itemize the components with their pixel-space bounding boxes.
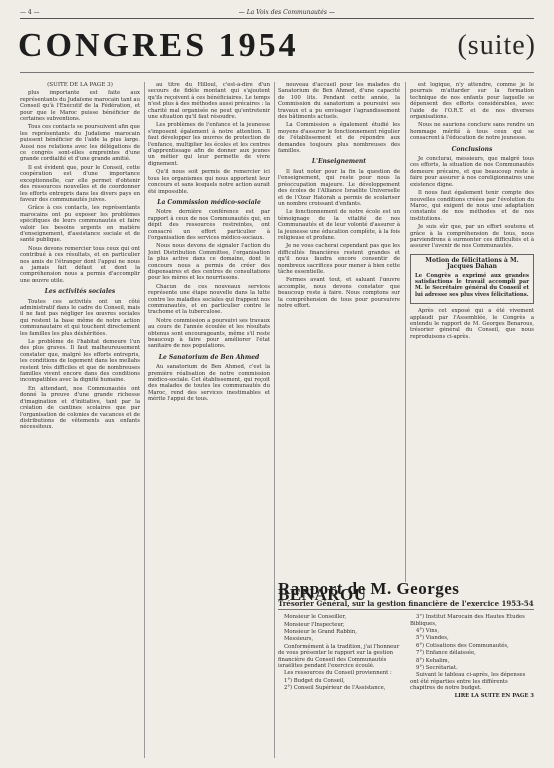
headline-suite: (suite) bbox=[457, 30, 536, 61]
paragraph: Chacun de ces nouveaux services représente une étape nouvelle dans la lutte contre les maladies sociales qui frappent nos communautés, et en particulier contre le trachome et la tuberculose. bbox=[148, 283, 270, 316]
section-heading: Les activités sociales bbox=[44, 288, 116, 296]
paragraph: nouveau d'accueil pour les malades du Sanatorium de Ben Ahmed, d'une capacité de 100 lits. Pendant cette année, la Commission du sanatorium a poursuivi ses travaux et a pu envisager l'agrandissement des bâtiments actuels. bbox=[278, 82, 400, 121]
continued-from: (SUITE DE LA PAGE 3) bbox=[47, 82, 113, 88]
top-header bbox=[20, 6, 534, 19]
paragraph: Le problème de l'habitat demeure l'un des plus graves. Il faut malheureusement constater que, malgré les efforts entrepris, les conditions de logement dans les mellahs restent très difficiles et que de nombreuses familles vivent encore dans des conditions incompatibles avec la dignité humaine. bbox=[20, 339, 140, 384]
rapport-article bbox=[278, 579, 534, 762]
rapport-column-left bbox=[278, 614, 402, 700]
column-divider bbox=[274, 82, 275, 758]
paragraph: Il faut noter pour la fin la question de l'enseignement, qui reste pour nous la préoccupation majeure. Le développement des écoles de l'Alliance Israélite Universelle et de l'Ozar Hatorah a permis de scolariser un nombre croissant d'enfants. bbox=[278, 168, 400, 207]
paragraph: 4°) Vins, bbox=[416, 628, 440, 635]
paragraph: 8°) Kehalim, bbox=[416, 657, 450, 664]
paragraph: Monsieur le Grand Rabbin, bbox=[284, 629, 357, 636]
article-column-1 bbox=[20, 82, 140, 758]
motion-text: Le Congrès a exprimé aux grandes satisfactions le travail accompli par M. le Secrétaire général du Conseil et lui adresse ses plus vives félicitations. bbox=[415, 272, 529, 298]
paragraph: Nous devons remercier tous ceux qui ont contribué à ces résultats, et en particulier nos amis de l'étranger dont l'appui ne nous a jamais fait défaut et dont la compréhension nous a permis d'accomplir une œuvre utile. bbox=[20, 245, 140, 284]
paragraph: 9°) Secrétariat. bbox=[416, 665, 458, 672]
paragraph: Fermes avant tout, et saluant l'œuvre accomplie, nous devons constater que beaucoup reste à faire. Nous comptons sur la compréhension de tous pour poursuivre notre effort. bbox=[278, 277, 400, 309]
paragraph: Les problèmes de l'enfance et la jeunesse s'imposent également à notre attention. Il faut développer les œuvres de protection de l'enfance, multiplier les écoles et les centres d'apprentissage afin de donner aux jeunes un métier qui leur permette de vivre dignement. bbox=[148, 122, 270, 167]
paragraph: Notre commission a poursuivi ses travaux au cours de l'année écoulée et les résultats obtenus sont encourageants, même s'il reste beaucoup à faire pour améliorer l'état sanitaire de nos populations. bbox=[148, 317, 270, 350]
paragraph: Je conclurai, messieurs, que malgré tous ces efforts, la situation de nos Communautés demeure précaire, et que beaucoup reste à faire pour assurer à nos coreligionnaires une existence digne. bbox=[410, 156, 534, 188]
paragraph: Toutes ces activités ont un côté administratif dans le cadre du Conseil, mais il ne faut pas négliger les œuvres sociales qui restent la base même de notre action communautaire et qui touchent directement les familles les plus déshéritées. bbox=[20, 298, 140, 337]
section-heading: L'Enseignement bbox=[311, 158, 367, 166]
motion-box bbox=[410, 254, 534, 304]
paragraph: plus importante est faite aux représentants du Judaïsme marocain tant au Conseil qu'à l'Exécutif de la Fédération, et pour que le Maroc puisse bénéficier de certaines subventions. bbox=[20, 90, 140, 123]
rapport-column-right bbox=[410, 614, 534, 700]
paragraph: Je ne vous cacherai cependant pas que les difficultés financières restent grandes et qu'il nous faudra encore consentir de nombreux sacrifices pour mener à bien cette tâche essentielle. bbox=[278, 243, 400, 275]
paragraph: Je suis sûr que, par un effort soutenu et grâce à la compréhension de tous, nous parviendrons à surmonter ces difficultés et à assurer l'avenir de nos Communautés. bbox=[410, 224, 534, 250]
paragraph: Tous ces contacts se poursuivent afin que les représentants du Judaïsme marocain puissent bénéficier de l'aide la plus large. Aussi nos relations avec les délégations de ce congrès sont-elles empreintes d'une grande cordialité et d'une grande amitié. bbox=[20, 124, 140, 163]
paragraph: Grâce à ces contacts, les représentants marocains ont pu exposer les problèmes spécifiques de leurs communautés et faire valoir les besoins urgents en matière d'enseignement, d'assistance sociale et de santé publique. bbox=[20, 205, 140, 244]
headline-rule bbox=[20, 72, 534, 73]
paragraph: Nous nous devons de signaler l'action du Joint Distribution Committee, l'organisation la plus active dans ce domaine, dont le concours nous a permis de créer des dispensaires et des centres de consultations pour les mères et les nourrissons. bbox=[148, 243, 270, 282]
paragraph: Suivant le tableau ci-après, les dépenses ont été réparties entre les différents chapitres de notre budget. bbox=[410, 672, 526, 692]
page-number: — 4 — bbox=[20, 8, 40, 16]
section-heading: La Commission médico-sociale bbox=[157, 198, 261, 206]
headline-banner bbox=[18, 26, 536, 66]
section-heading: Conclusions bbox=[451, 145, 493, 153]
paragraph: au titre du Hilloul, c'est-à-dire d'un secours de fidèle montant qui s'ajoutent qu'ils reçoivent à ces bénéficiaires. Le temps n'est plus à des méthodes aussi précaires : la charité mal organisée ne peut qu'entretenir une situation qu'il faut résoudre. bbox=[148, 82, 270, 121]
article-column-3 bbox=[278, 82, 400, 582]
paragraph: 5°) Viandes, bbox=[416, 635, 449, 642]
paragraph: Les ressources du Conseil proviennent : bbox=[284, 670, 392, 677]
paragraph: Qu'il nous soit permis de remercier ici tous les organismes qui nous apportent leur concours et sans lesquels notre action aurait été impossible. bbox=[148, 169, 270, 195]
paragraph: est logique, n'y attendre, comme je le pourrais m'attarder sur la formation technique de nos enfants pour laquelle se dépensent des efforts considérables, avec l'aide de l'O.R.T. et de nos diverses organisations. bbox=[410, 82, 534, 121]
section-heading: Le Sanatorium de Ben Ahmed bbox=[158, 353, 260, 361]
paragraph: Il nous faut également tenir compte des nouvelles conditions créées par l'évolution du Maroc, qui exigent de nous une adaptation constante de nos méthodes et de nos institutions. bbox=[410, 190, 534, 222]
article-column-2 bbox=[148, 82, 270, 758]
column-divider bbox=[144, 82, 145, 758]
headline-title: CONGRES 1954 bbox=[18, 27, 299, 64]
column-divider bbox=[405, 82, 406, 582]
rapport-subtitle: Trésorier Général, sur la gestion financière de l'exercice 1953-54 bbox=[278, 601, 534, 610]
paragraph: Monsieur l'Inspecteur, bbox=[284, 621, 345, 628]
paragraph: Le fonctionnement de notre école est un témoignage de la vitalité de nos Communautés et de leur volonté d'assurer à la jeunesse une éducation complète, à la fois religieuse et profane. bbox=[278, 209, 400, 241]
paragraph: Messieurs, bbox=[284, 636, 314, 643]
paragraph: 6°) Cotisations des Communautés, bbox=[416, 642, 509, 649]
paragraph: Après cet exposé qui a été vivement applaudi par l'Assemblée, le Congrès a entendu le rapport de M. Georges Benarous, trésorier général du Conseil, que nous reproduisons ci-après. bbox=[410, 308, 534, 340]
paragraph: Conformément à la tradition, j'ai l'honneur de vous présenter le rapport sur la gestion financière du Conseil des Communautés israélites pendant l'exercice écoulé. bbox=[278, 643, 400, 670]
publication-name: — La Voix des Communautés — bbox=[238, 8, 335, 16]
paragraph: Au sanatorium de Ben Ahmed, c'est la première réalisation de notre commission médico-sociale. Cet établissement, qui reçoit des malades de toutes les communautés du Maroc, rend des services inestimables et mérite l'appui de tous. bbox=[148, 364, 270, 403]
paragraph: 1°) Budget du Conseil, bbox=[284, 677, 345, 684]
paragraph: Monsieur le Conseiller, bbox=[284, 614, 347, 621]
paragraph: 2°) Conseil Supérieur de l'Assistance, bbox=[284, 685, 386, 692]
article-column-4 bbox=[410, 82, 534, 582]
paragraph: La Commission a également étudié les moyens d'assurer le fonctionnement régulier de l'établissement et de répondre aux demandes toujours plus nombreuses des familles. bbox=[278, 122, 400, 155]
paragraph: Nous ne saurions conclure sans rendre un hommage mérité à tous ceux qui se consacrent à l'éducation de notre jeunesse. bbox=[410, 122, 534, 142]
paragraph: 7°) Enfance délaissée, bbox=[416, 650, 476, 657]
paragraph: En attendant, nos Communautés ont donné la preuve d'une grande richesse d'imagination et d'initiative, tant par la création de cantines scolaires que par l'organisation de colonies de vacances et de distributions de vêtements aux enfants nécessiteux. bbox=[20, 385, 140, 431]
motion-title: Motion de félicitations à M. Jacques Dahan bbox=[425, 256, 519, 271]
paragraph: Notre dernière conférence est par rapport à ceux de nos Communautés qui, en dépit des ressources restreintes, ont consacré un effort particulier à l'organisation des services médico-sociaux. bbox=[148, 209, 270, 241]
rapport-title: Rapport de M. Georges BENAROU bbox=[278, 579, 460, 605]
paragraph: Il est évident que, pour le Conseil, cette coopération est d'une importance exceptionnelle, car elle permet d'obtenir des ressources nouvelles et de coordonner les efforts entrepris dans les divers pays en faveur des communautés juives. bbox=[20, 164, 140, 203]
paragraph: 3°) Institut Marocain des Hautes Études Bibliques, bbox=[410, 614, 525, 627]
continued-link[interactable]: LIRE LA SUITE EN PAGE 3 bbox=[454, 692, 534, 699]
